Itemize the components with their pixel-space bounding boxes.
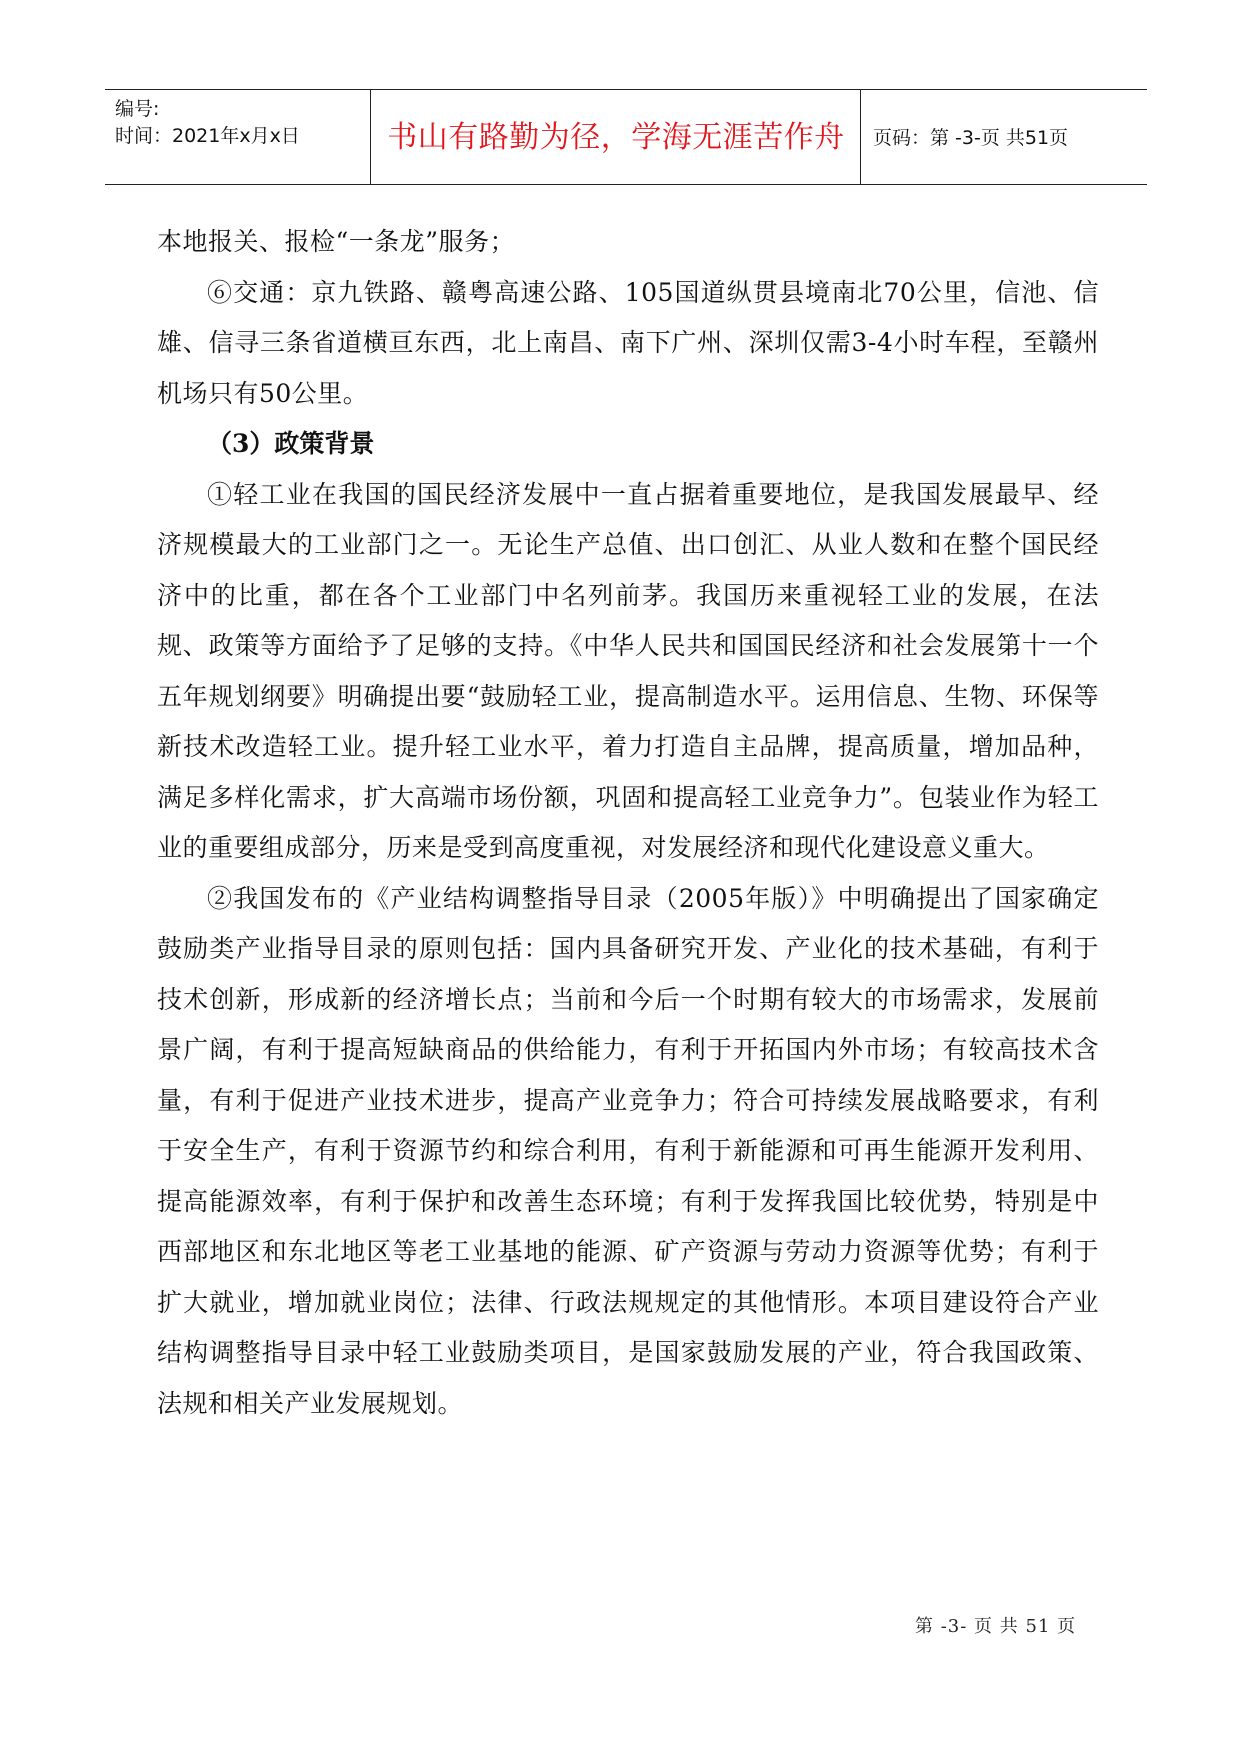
header-motto: 书山有路勤为径，学海无涯苦作舟 [387, 120, 845, 155]
header-page-number: 页码：第 -3-页 共51页 [873, 127, 1069, 149]
paragraph-industrial-structure: ②我国发布的《产业结构调整指导目录（2005年版）》中明确提出了国家确定鼓励类产业指导目录的原则包括：国内具备研究开发、产业化的技术基础，有利于技术创新，形成新的经济增长点；当前和今后一个时期有较大的市场需求，发展前景广阔，有利于提高短缺商品的供给能力，有利于开拓国内外市场；有较高技术含量，有利于促进产业技术进步，提高产业竞争力；符合可持续发展战略要求，有利于安全生产，有利于资源节约和综合利用，有利于新能源和可再生能源开发利用、提高能源效率，有利于保护和改善生态环境；有利于发挥我国比较优势，特别是中西部地区和东北地区等老工业基地的能源、矿产资源与劳动力资源等优势；有利于扩大就业，增加就业岗位；法律、行政法规规定的其他情形。本项目建设符合产业结构调整指导目录中轻工业鼓励类项目，是国家鼓励发展的产业，符合我国政策、法规和相关产业发展规划。 [157, 883, 1099, 1418]
paragraph-transportation: ⑥交通：京九铁路、赣粤高速公路、105国道纵贯县境南北70公里，信池、信雄、信寻三条省道横亘东西，北上南昌、南下广州、深圳仅需3-4小时车程，至赣州机场只有50公里。 [157, 277, 1099, 408]
paragraph-light-industry: ①轻工业在我国的国民经济发展中一直占据着重要地位，是我国发展最早、经济规模最大的工业部门之一。无论生产总值、出口创汇、从业人数和在整个国民经济中的比重，都在各个工业部门中名列前茅。我国历来重视轻工业的发展，在法规、政策等方面给予了足够的支持。《中华人民共和国国民经济和社会发展第十一个五年规划纲要》明确提出要“鼓励轻工业，提高制造水平。运用信息、生物、环保等新技术改造轻工业。提升轻工业水平，着力打造自主品牌，提高质量，增加品种，满足多样化需求，扩大高端市场份额，巩固和提高轻工业竞争力”。包装业作为轻工业的重要组成部分，历来是受到高度重视，对发展经济和现代化建设意义重大。 [157, 479, 1099, 862]
document-body [157, 217, 1099, 1429]
header-divider [370, 90, 371, 184]
header-meta [115, 96, 365, 150]
paragraph-customs-service: 本地报关、报检“一条龙”服务； [157, 227, 516, 256]
section-heading-policy-background: （3）政策背景 [207, 429, 375, 458]
page-footer: 第 -3- 页 共 51 页 [915, 1616, 1077, 1637]
page-header [105, 89, 1147, 185]
document-time-label: 时间：2021年x月x日 [115, 125, 300, 147]
document-number-label: 编号: [115, 98, 160, 120]
header-divider [860, 90, 861, 184]
